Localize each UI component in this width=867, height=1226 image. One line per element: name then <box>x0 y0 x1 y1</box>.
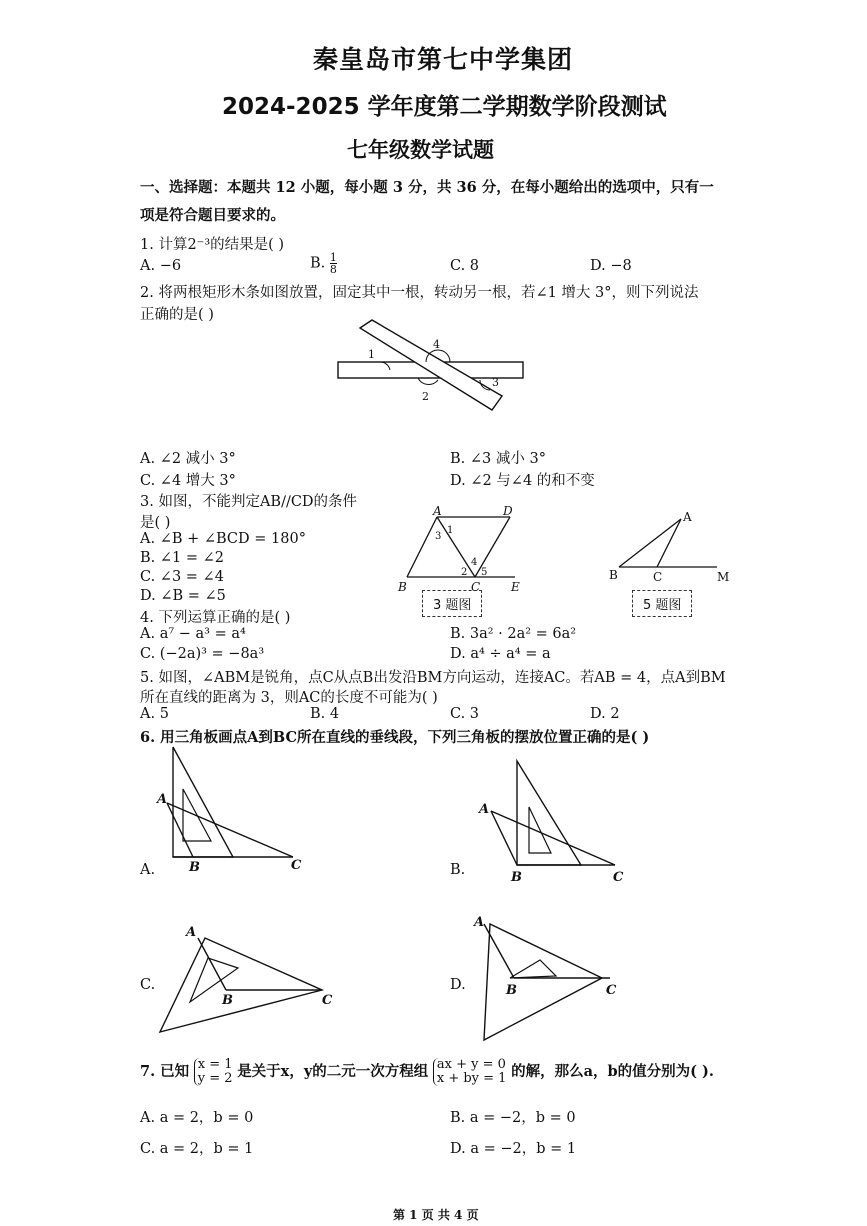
q6d-triangle-ruler-inner <box>510 960 556 978</box>
q4-option-c: C. (−2a)³ = −8a³ <box>140 646 265 662</box>
section1-line1: 一、选择题：本题共 12 小题，每小题 3 分，共 36 分，在每小题给出的选项中，只有一 <box>140 179 714 196</box>
q3-line-AB <box>407 517 437 577</box>
q3-angle-3: 3 <box>435 531 442 542</box>
q5-option-b: B. 4 <box>310 706 340 722</box>
q3-point-B: B <box>398 580 407 594</box>
q7-solution-system <box>194 1058 233 1086</box>
q6b-triangle-ruler-inner <box>529 807 551 853</box>
q4-option-a: A. a⁷ − a³ = a⁴ <box>140 626 246 642</box>
q2-label-3: 3 <box>492 376 499 389</box>
q1-fraction-denominator: 8 <box>329 263 337 276</box>
q5-option-d: D. 2 <box>590 706 620 722</box>
q3-figure <box>395 505 530 595</box>
q6-option-d-label: D. <box>450 977 466 993</box>
q3-point-D: D <box>503 504 513 518</box>
q3-option-a: A. ∠B + ∠BCD = 180° <box>140 531 306 547</box>
q1-option-b-prefix: B. <box>310 255 326 272</box>
q5-point-C: C <box>653 570 663 584</box>
q7-mid: 是关于x，y的二元一次方程组 <box>237 1063 429 1080</box>
q6a-triangle-ruler-inner <box>183 789 211 841</box>
q5-point-B: B <box>609 568 618 582</box>
q3-point-E: E <box>511 580 520 594</box>
q6b-point-B: B <box>511 870 522 885</box>
q6c-point-A: A <box>186 925 197 940</box>
q2-label-1: 1 <box>368 348 375 361</box>
q3-stem-line2: 是( ) <box>140 515 171 531</box>
q7-stem <box>140 1058 714 1086</box>
q1-stem: 1. 计算2⁻³的结果是( ) <box>140 237 285 253</box>
q2-label-4: 4 <box>433 338 440 351</box>
q5-stem-line1: 5. 如图，∠ABM是锐角，点C从点B出发沿BM方向运动，连接AC。若AB = 4，点A到BM <box>140 670 726 686</box>
q2-figure-wood-strips <box>330 318 540 418</box>
q2-option-c: C. ∠4 增大 3° <box>140 473 236 489</box>
q6b-line-AB <box>491 811 517 865</box>
q3-angle-2: 2 <box>461 567 468 578</box>
q7-suffix: 的解，那么a，b的值分别为( ). <box>511 1063 714 1080</box>
q2-option-a: A. ∠2 减小 3° <box>140 451 236 467</box>
q3-line-AC <box>437 517 478 577</box>
q7-option-d: D. a = −2，b = 1 <box>450 1141 577 1157</box>
exam-title: 2024-2025 学年度第二学期数学阶段测试 <box>222 94 667 120</box>
q2-option-b: B. ∠3 减小 3° <box>450 451 546 467</box>
q3-option-d: D. ∠B = ∠5 <box>140 588 226 604</box>
q7-solution-x: x = 1 <box>197 1057 233 1072</box>
q6d-triangle-ruler <box>484 924 602 1040</box>
q6-figure-a <box>155 745 315 880</box>
q1-option-d: D. −8 <box>590 258 632 274</box>
q6b-point-A: A <box>479 802 490 817</box>
subject-title: 七年级数学试题 <box>347 138 494 162</box>
q3-option-b: B. ∠1 = ∠2 <box>140 550 224 566</box>
q3-angle-4: 4 <box>471 557 478 568</box>
q7-option-b: B. a = −2，b = 0 <box>450 1110 576 1126</box>
q6-option-b-label: B. <box>450 862 466 878</box>
q7-option-a: A. a = 2，b = 0 <box>140 1110 254 1126</box>
q6a-line-AB <box>167 803 193 857</box>
q2-option-d: D. ∠2 与∠4 的和不变 <box>450 473 595 489</box>
q7-solution-y: y = 2 <box>197 1071 233 1086</box>
q5-point-A: A <box>683 510 692 524</box>
q6d-point-C: C <box>606 983 617 998</box>
q1-option-b <box>310 252 337 275</box>
section1-line2: 项是符合题目要求的。 <box>140 207 285 224</box>
q6d-point-B: B <box>506 983 517 998</box>
q4-option-d: D. a⁴ ÷ a⁴ = a <box>450 646 551 662</box>
q5-option-c: C. 3 <box>450 706 480 722</box>
q3-point-A: A <box>433 504 442 518</box>
q7-equation-1: ax + y = 0 <box>436 1057 506 1072</box>
q3-option-c: C. ∠3 = ∠4 <box>140 569 224 585</box>
q3-stem-line1: 3. 如图，不能判定AB∕∕CD的条件 <box>140 494 358 510</box>
q6-figure-c <box>150 920 340 1045</box>
q3-figure-caption: 3 题图 <box>422 590 482 617</box>
q1-option-c: C. 8 <box>450 258 480 274</box>
q5-stem-line2: 所在直线的距离为 3，则AC的长度不可能为( ) <box>140 690 438 706</box>
q6a-line-AC <box>167 803 293 857</box>
q7-prefix: 7. 已知 <box>140 1063 190 1080</box>
q1-option-a: A. −6 <box>140 258 182 274</box>
q5-figure <box>605 505 735 585</box>
q5-line-BA <box>619 519 681 567</box>
q4-option-b: B. 3a² · 2a² = 6a² <box>450 626 577 642</box>
q6d-point-A: A <box>474 915 485 930</box>
school-title: 秦皇岛市第七中学集团 <box>313 45 574 74</box>
q2-label-2: 2 <box>422 390 429 403</box>
q6c-point-C: C <box>322 993 333 1008</box>
q6-figure-b <box>475 755 635 890</box>
q6a-point-A: A <box>157 792 168 807</box>
q6a-point-C: C <box>291 858 302 873</box>
q2-angle-arc-2 <box>418 378 438 384</box>
q7-equation-system <box>433 1058 507 1086</box>
q2-stem-line2: 正确的是( ) <box>140 307 214 323</box>
q4-stem: 4. 下列运算正确的是( ) <box>140 610 291 626</box>
q3-angle-1: 1 <box>447 525 454 536</box>
q5-point-M: M <box>717 570 730 584</box>
q6a-point-B: B <box>189 860 200 875</box>
q5-line-CA <box>657 519 681 567</box>
page-footer: 第 1 页 共 4 页 <box>393 1208 479 1222</box>
q3-angle-5: 5 <box>481 567 488 578</box>
q6c-triangle-ruler <box>160 938 322 1032</box>
q7-equation-2: x + by = 1 <box>436 1071 507 1086</box>
q6b-point-C: C <box>613 870 624 885</box>
q2-stem-line1: 2. 将两根矩形木条如图放置，固定其中一根，转动另一根，若∠1 增大 3°，则下列说法 <box>140 285 699 301</box>
q5-figure-caption: 5 题图 <box>632 590 692 617</box>
q6-option-c-label: C. <box>140 977 156 993</box>
q6c-point-B: B <box>222 993 233 1008</box>
q1-fraction-numerator: 1 <box>329 251 337 264</box>
q6-figure-d <box>470 912 630 1047</box>
q6-option-a-label: A. <box>140 862 156 878</box>
q3-point-C: C <box>471 580 481 594</box>
q1-option-b-fraction <box>330 252 337 275</box>
q7-option-c: C. a = 2，b = 1 <box>140 1141 254 1157</box>
q6-stem: 6. 用三角板画点A到BC所在直线的垂线段，下列三角板的摆放位置正确的是( ) <box>140 729 650 746</box>
q5-option-a: A. 5 <box>140 706 169 722</box>
